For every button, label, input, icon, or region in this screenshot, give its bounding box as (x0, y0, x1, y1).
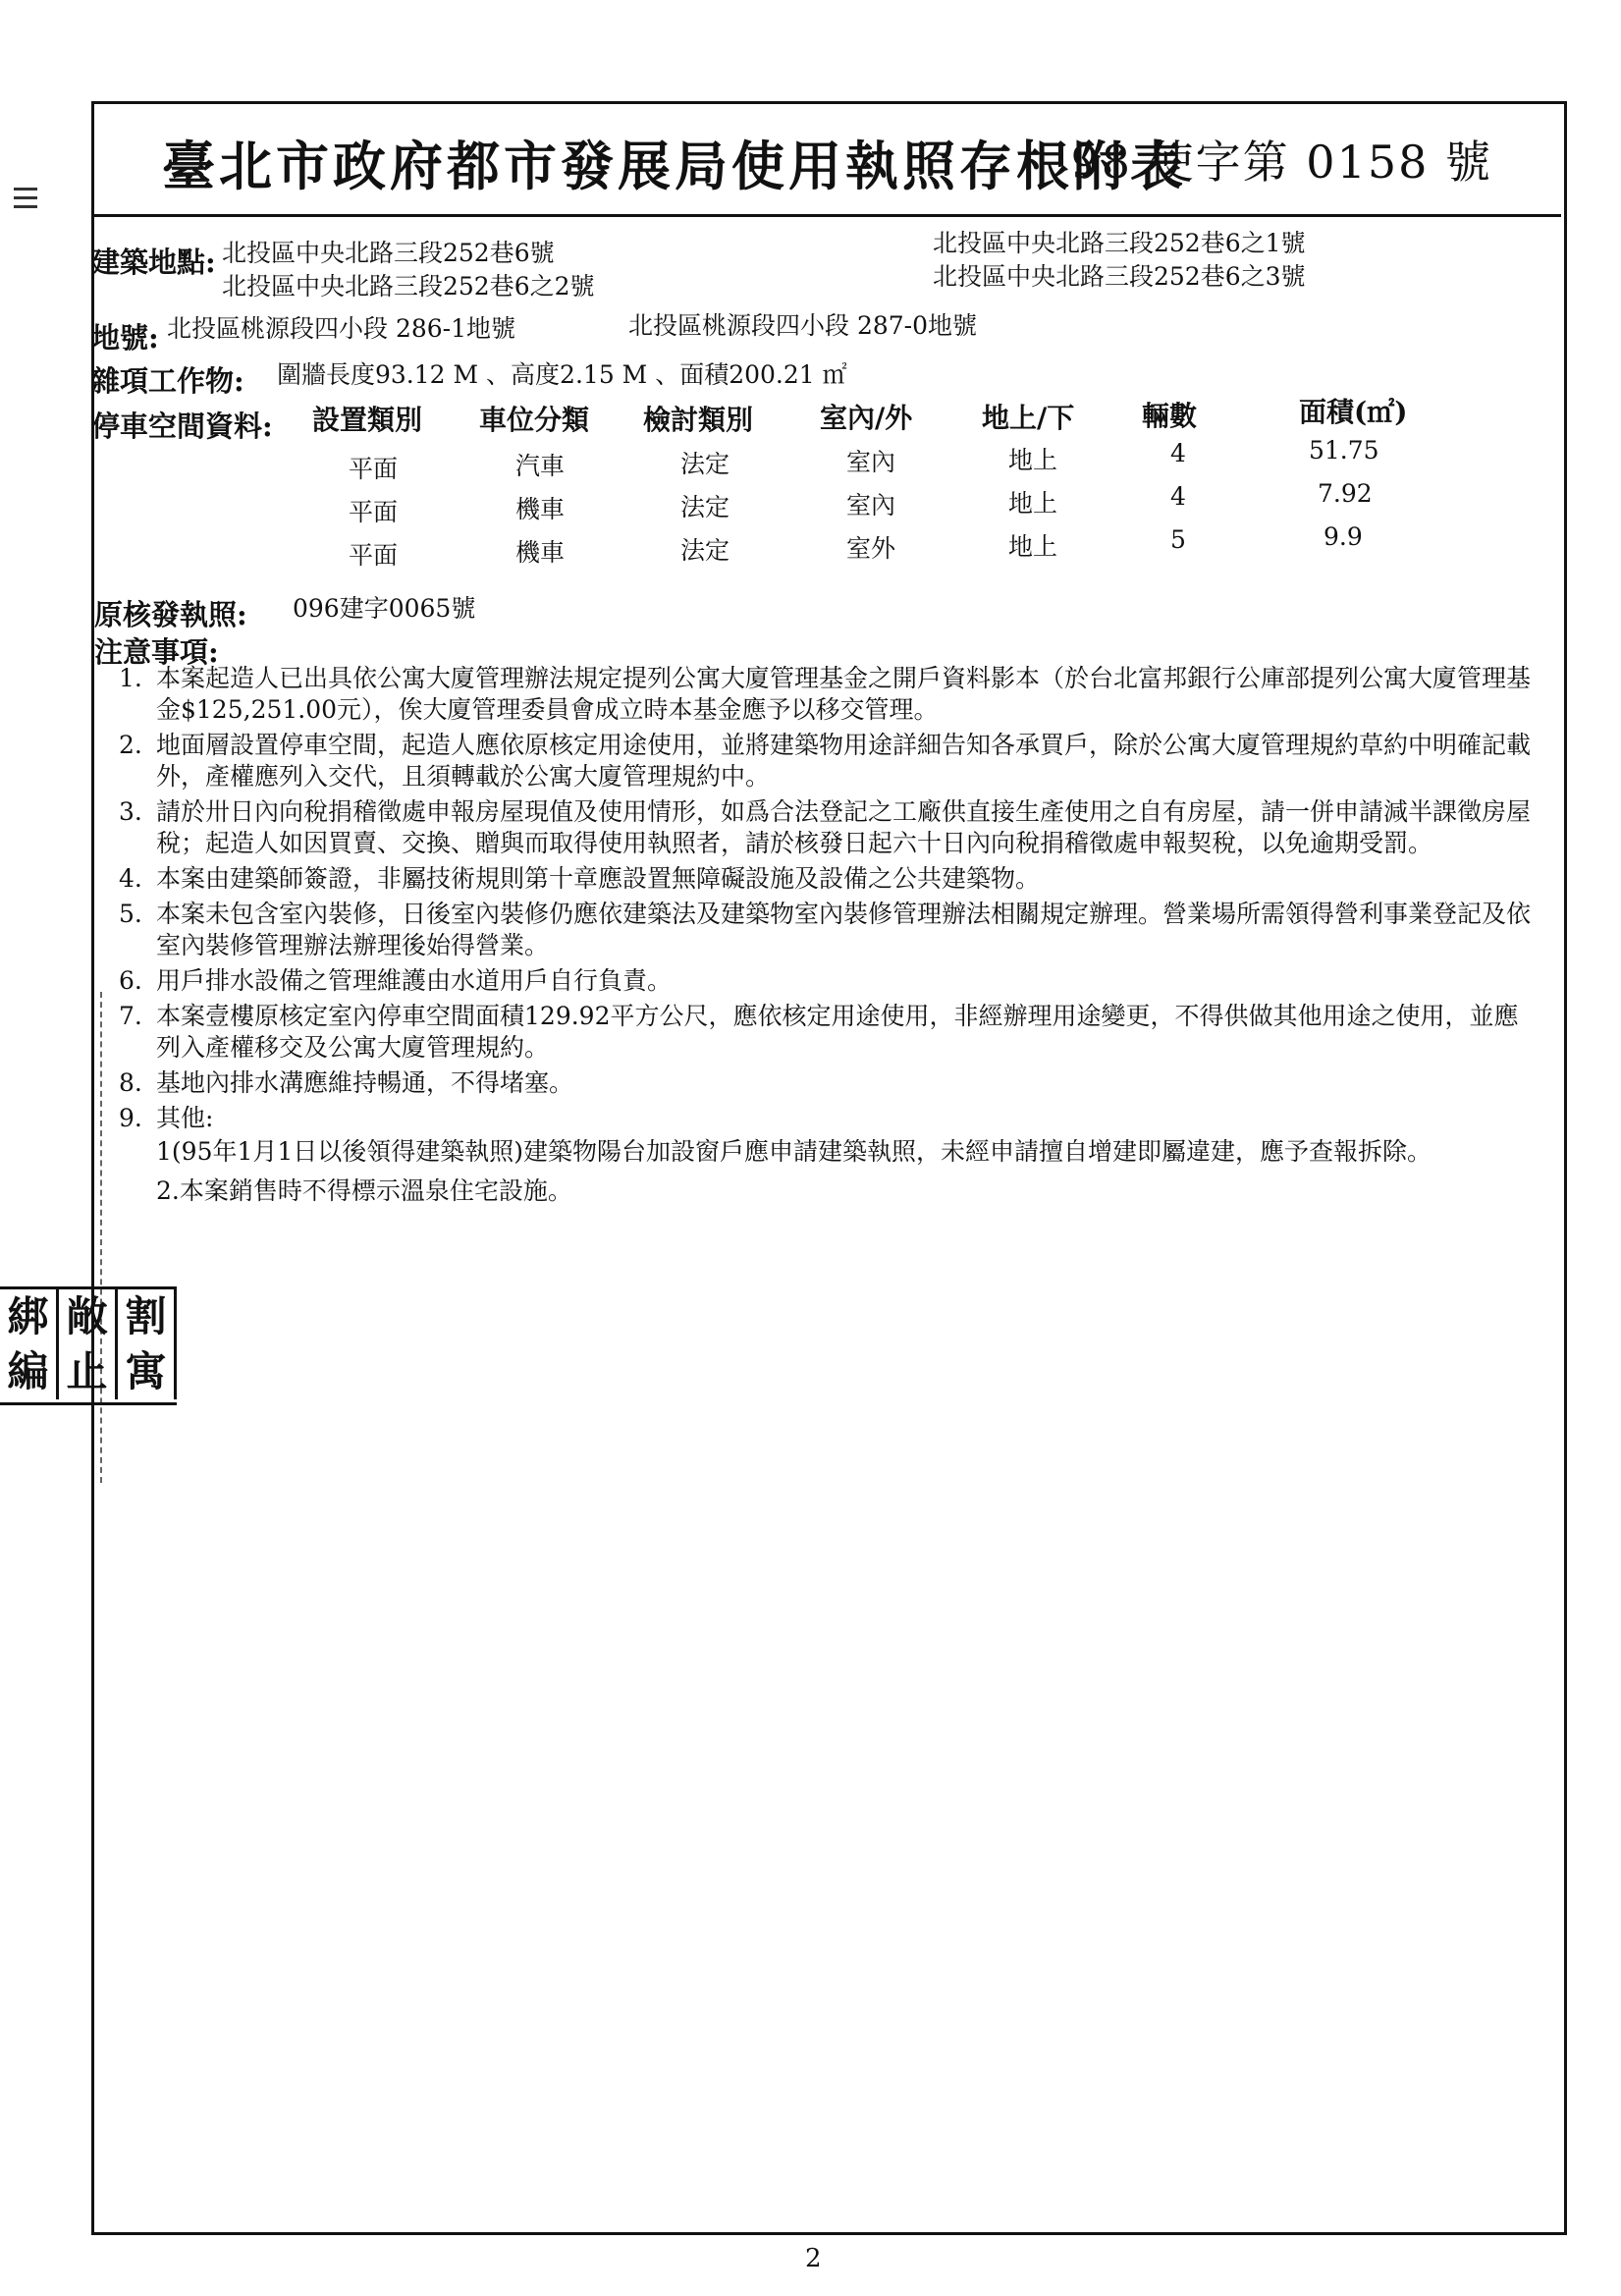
parking-cell: 地上 (1008, 446, 1058, 474)
note-text: 基地內排水溝應維持暢通，不得堵塞。 (156, 1068, 574, 1097)
parking-cell: 法定 (680, 450, 730, 478)
note-item (119, 899, 1533, 961)
note-number: 7. (119, 1002, 142, 1030)
note-item (119, 965, 1533, 997)
note-text: 請於卅日內向稅捐稽徵處申報房屋現值及使用情形，如爲合法登記之工廠供直接生產使用之自有房屋，請一併申請減半課徵房屋稅；起造人如因買賣、交換、贈與而取得使用執照者，請於核發日起六十日內向稅捐稽徵處申報契稅，以免逾期受罰。 (156, 797, 1532, 857)
note-number: 1. (119, 664, 142, 692)
parking-header-count: 輛數 (1142, 400, 1198, 432)
note-number: 8. (119, 1068, 142, 1097)
parking-cell: 地上 (1008, 489, 1058, 518)
note-number: 5. (119, 900, 142, 928)
note-item (119, 1001, 1533, 1064)
site-label: 建築地點: (91, 246, 216, 279)
margin-dashed-line (100, 992, 102, 1483)
note-number: 9. (119, 1104, 142, 1132)
note-text: 本案起造人已出具依公寓大廈管理辦法規定提列公寓大廈管理基金之開戶資料影本（於台北富邦銀行公庫部提列公寓大廈管理基金$125,251.00元），俟大廈管理委員會成立時本基金應予以移交管理。 (156, 664, 1532, 724)
seal-char: 編 (0, 1344, 59, 1399)
parking-cell: 機車 (515, 495, 566, 523)
parking-cell: 平面 (349, 541, 399, 570)
parking-cell: 9.9 (1324, 522, 1363, 551)
parking-cell: 4 (1170, 482, 1186, 511)
misc-works-value: 圍牆長度93.12 M 、高度2.15 M 、面積200.21 ㎡ (277, 360, 847, 389)
document-title: 臺北市政府都市發展局使用執照存根附表 (162, 135, 1187, 197)
margin-marks (14, 182, 37, 221)
note-item (119, 1067, 1533, 1099)
parking-cell: 51.75 (1309, 436, 1379, 465)
parking-cell: 7.92 (1318, 479, 1373, 508)
notes-list (119, 663, 1533, 1211)
seal-char: 綁 (0, 1289, 59, 1344)
parking-header-area: 面積(㎡) (1299, 396, 1408, 428)
seal-char: 止 (59, 1344, 118, 1399)
parking-cell: 5 (1170, 525, 1186, 554)
parking-cell: 機車 (515, 538, 566, 567)
note-number: 3. (119, 797, 142, 826)
parking-cell: 法定 (680, 536, 730, 565)
parking-cell: 室內 (846, 448, 896, 476)
parking-header-class: 車位分類 (479, 404, 590, 436)
original-permit-label: 原核發執照: (94, 598, 247, 631)
official-seal-stamp (0, 1286, 177, 1405)
seal-char: 寓 (118, 1344, 177, 1399)
site-address-1: 北投區中央北路三段252巷6號 (222, 239, 555, 267)
note-text: 本案壹樓原核定室內停車空間面積129.92平方公尺，應依核定用途使用，非經辦理用途變更，不得供做其他用途之使用，並應列入產權移交及公寓大廈管理規約。 (156, 1002, 1519, 1062)
site-address-3: 北投區中央北路三段252巷6之2號 (222, 272, 595, 301)
note-number: 2. (119, 731, 142, 759)
site-address-4: 北投區中央北路三段252巷6之3號 (933, 262, 1306, 291)
note-item (119, 1103, 1533, 1207)
parking-header-review: 檢討類別 (643, 404, 754, 436)
parking-header-type: 設置類別 (312, 404, 423, 436)
parking-cell: 平面 (349, 455, 399, 483)
title-bar (91, 101, 1561, 217)
parking-cell: 平面 (349, 498, 399, 526)
misc-works-label: 雜項工作物: (91, 364, 244, 398)
parking-cell: 室外 (846, 534, 896, 563)
page-number: 2 (805, 2244, 822, 2273)
lot-number-2: 北投區桃源段四小段 287-0地號 (628, 311, 978, 340)
parking-cell: 地上 (1008, 532, 1058, 561)
lot-label: 地號: (91, 321, 159, 355)
parking-cell: 汽車 (515, 452, 566, 480)
note-number: 6. (119, 966, 142, 995)
parking-label: 停車空間資料: (91, 410, 273, 443)
parking-header-level: 地上/下 (982, 402, 1075, 434)
seal-char: 敞 (59, 1289, 118, 1344)
seal-char: 割 (118, 1289, 177, 1344)
permit-number: 98 使字第 0158 號 (1070, 136, 1492, 189)
note-item (119, 663, 1533, 726)
notes-title: 注意事項: (94, 635, 219, 669)
note-text: 本案由建築師簽證，非屬技術規則第十章應設置無障礙設施及設備之公共建築物。 (156, 864, 1041, 893)
parking-cell: 室內 (846, 491, 896, 519)
note-number: 4. (119, 864, 142, 893)
note-text: 其他: (156, 1104, 214, 1132)
site-address-2: 北投區中央北路三段252巷6之1號 (933, 229, 1306, 257)
note-item (119, 863, 1533, 895)
parking-cell: 4 (1170, 439, 1186, 467)
note-sub-item: 1(95年1月1日以後領得建築執照)建築物陽台加設窗戶應申請建築執照，未經申請擅自增建即屬違建，應予查報拆除。 (156, 1137, 1432, 1166)
note-sub-item: 2.本案銷售時不得標示溫泉住宅設施。 (156, 1176, 572, 1205)
parking-cell: 法定 (680, 493, 730, 521)
note-item (119, 796, 1533, 859)
note-text: 本案未包含室內裝修，日後室內裝修仍應依建築法及建築物室內裝修管理辦法相關規定辦理。營業場所需領得營利事業登記及依室內裝修管理辦法辦理後始得營業。 (156, 900, 1532, 959)
note-text: 地面層設置停車空間，起造人應依原核定用途使用，並將建築物用途詳細告知各承買戶，除於公寓大廈管理規約草約中明確記載外，產權應列入交代，且須轉載於公寓大廈管理規約中。 (156, 731, 1532, 791)
note-item (119, 730, 1533, 793)
parking-header-indoor: 室內/外 (820, 402, 913, 434)
original-permit-value: 096建字0065號 (293, 594, 476, 623)
lot-number-1: 北投區桃源段四小段 286-1地號 (167, 314, 516, 343)
note-text: 用戶排水設備之管理維護由水道用戶自行負責。 (156, 966, 673, 995)
